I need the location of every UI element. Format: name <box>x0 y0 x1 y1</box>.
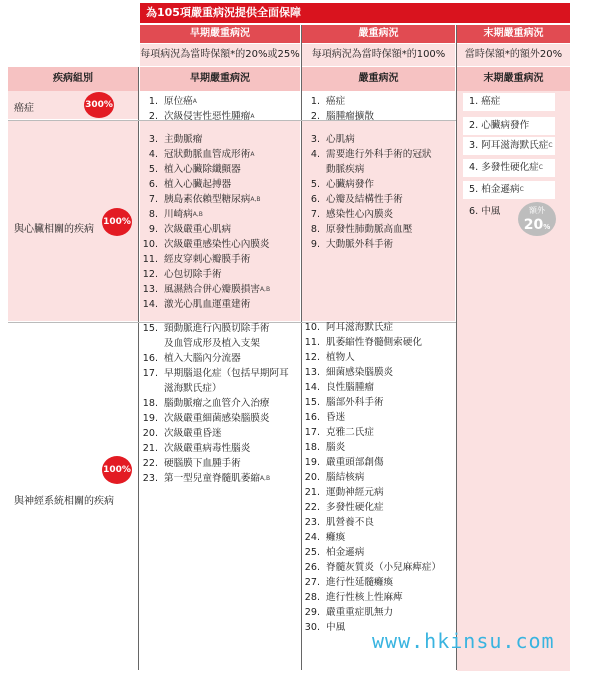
major-item <box>304 395 456 410</box>
divider-v3 <box>456 25 457 670</box>
item-text: 大動脈外科手術 <box>326 239 394 250</box>
item-number: 23. <box>304 517 320 528</box>
group-label-heart: 與心臟相關的疾病 <box>14 224 94 235</box>
item-text: 次級嚴重心肌病 <box>164 224 232 235</box>
item-text: 阿耳滋海默氏症 <box>326 322 394 333</box>
major-item <box>304 365 456 380</box>
item-number: 25. <box>304 547 320 558</box>
item-text: 原發性肺動脈高血壓 <box>326 224 413 235</box>
item-number: 18. <box>142 398 158 409</box>
early-item <box>142 207 300 222</box>
pct-terminal: 當時保額*的額外20% <box>457 44 570 66</box>
item-number: 4. <box>148 149 158 160</box>
item-text: 腦動脈瘤之血管介入治療 <box>164 398 270 409</box>
item-number: 5. <box>148 164 158 175</box>
item-number: 8. <box>148 209 158 220</box>
item-text: 心臟病發作 <box>481 120 530 131</box>
early-item <box>142 267 300 282</box>
item-number: 7. <box>310 209 320 220</box>
major-item <box>304 109 456 124</box>
item-number: 20. <box>304 472 320 483</box>
item-number: 6. <box>148 179 158 190</box>
early-item <box>142 177 300 192</box>
item-text: 昏迷 <box>326 412 346 423</box>
major-item <box>304 605 456 620</box>
item-text: 次級侵害性惡性腫瘤 <box>164 111 251 122</box>
item-text: 心瓣及結構性手術 <box>326 194 403 205</box>
terminal-item <box>463 93 555 111</box>
item-number: 2. <box>310 111 320 122</box>
major-item <box>304 500 456 515</box>
terminal-item <box>463 159 555 177</box>
early-item <box>142 411 300 426</box>
item-number: 14. <box>304 382 320 393</box>
item-number: 11. <box>304 337 320 348</box>
item-text: 需要進行外科手術的冠狀 <box>326 149 432 160</box>
early-item <box>142 109 300 124</box>
group-label-cancer: 癌症 <box>14 103 34 114</box>
major-item <box>304 237 456 252</box>
item-text: 運動神經元病 <box>326 487 384 498</box>
item-text: 植入大腦內分流器 <box>164 353 241 364</box>
item-footnote: C <box>538 164 543 171</box>
item-number: 8. <box>310 224 320 235</box>
early-item <box>142 456 300 471</box>
item-number: 10. <box>304 322 320 333</box>
early-item <box>142 297 300 312</box>
item-number: 11. <box>142 254 158 265</box>
item-number: 3. <box>148 134 158 145</box>
terminal-item <box>463 117 555 135</box>
item-number: 14. <box>142 299 158 310</box>
item-text: 次級嚴重病毒性腦炎 <box>164 443 251 454</box>
major-item <box>304 335 456 350</box>
item-number: 2. <box>148 111 158 122</box>
item-number: 5. <box>469 184 482 195</box>
item-number: 1. <box>469 96 482 107</box>
item-text: 進行性延髓癱瘓 <box>326 577 394 588</box>
item-footnote: C <box>548 142 553 149</box>
major-item <box>304 440 456 455</box>
watermark: www.hkinsu.com <box>372 629 555 653</box>
early-item <box>142 252 300 267</box>
terminal-item <box>463 181 555 199</box>
item-footnote: A,B <box>250 196 261 203</box>
item-number: 6. <box>310 194 320 205</box>
major-item <box>304 132 456 147</box>
early-item <box>142 94 300 109</box>
major-item <box>304 560 456 575</box>
item-number: 1. <box>148 96 158 107</box>
item-number: 21. <box>304 487 320 498</box>
item-number: 21. <box>142 443 158 454</box>
item-footnote: C <box>519 186 524 193</box>
item-text: 嚴重頭部創傷 <box>326 457 384 468</box>
item-text: 心包切除手術 <box>164 269 222 280</box>
item-footnote: A <box>250 151 255 158</box>
major-item <box>304 350 456 365</box>
item-text: 腦部外科手術 <box>326 397 384 408</box>
item-text: 次級嚴重感染性心內膜炎 <box>164 239 270 250</box>
pct-major: 每項病況為當時保額*的100% <box>302 44 455 66</box>
early-item <box>142 441 300 456</box>
early-item <box>142 321 300 336</box>
item-number: 2. <box>469 120 482 131</box>
major-item <box>304 207 456 222</box>
early-item <box>142 162 300 177</box>
item-number: 7. <box>148 194 158 205</box>
early-item-continued: 滋海默氏症） <box>164 383 222 394</box>
item-number: 9. <box>310 239 320 250</box>
item-footnote: A,B <box>259 475 271 482</box>
item-text: 次級嚴重昏迷 <box>164 428 222 439</box>
item-text: 癌症 <box>326 96 346 107</box>
major-item <box>304 94 456 109</box>
item-text: 柏金遜病 <box>481 184 520 195</box>
item-text: 腦結核病 <box>326 472 365 483</box>
pct-early: 每項病況為當時保額*的20%或25% <box>140 44 300 66</box>
item-number: 4. <box>469 162 482 173</box>
item-number: 29. <box>304 607 320 618</box>
coverage-banner: 為105項嚴重病況提供全面保障 <box>140 3 570 23</box>
extra-badge-unit: % <box>543 223 551 231</box>
early-item <box>142 237 300 252</box>
item-text: 次級嚴重細菌感染腦膜炎 <box>164 413 270 424</box>
item-number: 23. <box>142 473 158 484</box>
major-item <box>304 192 456 207</box>
early-item <box>142 282 300 297</box>
major-item <box>304 455 456 470</box>
item-text: 柏金遜病 <box>326 547 365 558</box>
item-text: 植物人 <box>326 352 355 363</box>
item-text: 心肌病 <box>326 134 355 145</box>
sub-header-terminal: 末期嚴重病況 <box>457 25 570 43</box>
item-number: 17. <box>142 368 158 379</box>
major-condition-list <box>304 94 456 635</box>
item-text: 早期腦退化症（包括早期阿耳 <box>164 368 289 379</box>
item-text: 川崎病 <box>164 209 193 220</box>
item-number: 28. <box>304 592 320 603</box>
extra-badge-value: 20 <box>523 217 544 233</box>
extra-badge-top: 額外 <box>529 206 545 215</box>
item-text: 頸動脈進行內膜切除手術 <box>164 323 270 334</box>
item-text: 癌症 <box>481 96 501 107</box>
item-text: 多發性硬化症 <box>326 502 384 513</box>
item-text: 主動脈瘤 <box>164 134 203 145</box>
sub-header-major: 嚴重病況 <box>302 25 455 43</box>
item-text: 良性腦腫瘤 <box>326 382 374 393</box>
item-footnote: A <box>250 113 255 120</box>
item-number: 13. <box>142 284 158 295</box>
major-item <box>304 530 456 545</box>
item-text: 進行性核上性麻痺 <box>326 592 403 603</box>
item-footnote: A <box>192 98 197 105</box>
major-item <box>304 425 456 440</box>
early-item <box>142 471 300 486</box>
item-number: 4. <box>310 149 320 160</box>
col-header-group: 疾病組別 <box>8 67 138 91</box>
major-item <box>304 177 456 192</box>
item-number: 3. <box>469 140 482 151</box>
item-number: 10. <box>142 239 158 250</box>
badge-neuro: 100% <box>102 456 132 484</box>
early-item-continued: 及血管成形及植入支架 <box>164 338 260 349</box>
item-number: 22. <box>304 502 320 513</box>
early-item <box>142 147 300 162</box>
major-item <box>304 590 456 605</box>
item-text: 中風 <box>326 622 346 633</box>
major-item <box>304 485 456 500</box>
item-number: 16. <box>304 412 320 423</box>
item-text: 脊髓灰質炎（小兒麻痺症） <box>326 562 442 573</box>
item-number: 9. <box>148 224 158 235</box>
major-item-continued: 動脈疾病 <box>326 164 365 175</box>
item-number: 6. <box>469 206 482 217</box>
col-header-terminal: 末期嚴重病況 <box>457 67 570 91</box>
item-number: 27. <box>304 577 320 588</box>
terminal-item <box>463 137 555 155</box>
badge-heart: 100% <box>102 208 132 236</box>
item-text: 經皮穿刺心瓣膜手術 <box>164 254 251 265</box>
major-item <box>304 320 456 335</box>
item-text: 多發性硬化症 <box>481 162 539 173</box>
col-header-early: 早期嚴重病況 <box>140 67 300 91</box>
item-number: 17. <box>304 427 320 438</box>
item-number: 16. <box>142 353 158 364</box>
major-item <box>304 380 456 395</box>
item-text: 第一型兒童脊髓肌萎縮 <box>164 473 260 484</box>
item-number: 24. <box>304 532 320 543</box>
item-number: 26. <box>304 562 320 573</box>
early-item <box>142 396 300 411</box>
badge-cancer: 300% <box>84 92 114 118</box>
item-number: 30. <box>304 622 320 633</box>
item-footnote: A,B <box>259 286 271 293</box>
item-text: 感染性心內膜炎 <box>326 209 394 220</box>
item-text: 植入心臟起搏器 <box>164 179 232 190</box>
item-number: 19. <box>142 413 158 424</box>
item-text: 冠狀動脈血管成形術 <box>164 149 251 160</box>
item-number: 20. <box>142 428 158 439</box>
item-text: 肌營養不良 <box>326 517 374 528</box>
major-item <box>304 222 456 237</box>
major-item <box>304 575 456 590</box>
item-number: 12. <box>304 352 320 363</box>
divider-v1 <box>138 67 139 670</box>
major-item <box>304 410 456 425</box>
item-number: 3. <box>310 134 320 145</box>
item-text: 克雅二氏症 <box>326 427 374 438</box>
early-item <box>142 366 300 381</box>
early-item <box>142 426 300 441</box>
item-text: 肌萎縮性脊髓側索硬化 <box>326 337 422 348</box>
item-number: 18. <box>304 442 320 453</box>
sub-header-early: 早期嚴重病況 <box>140 25 300 43</box>
item-text: 中風 <box>481 206 501 217</box>
divider-v2 <box>301 25 302 670</box>
early-item <box>142 192 300 207</box>
item-number: 1. <box>310 96 320 107</box>
group-label-neuro: 與神經系統相關的疾病 <box>14 496 114 507</box>
item-text: 植入心臟除纖顫器 <box>164 164 241 175</box>
item-text: 激光心肌血運重建術 <box>164 299 251 310</box>
item-number: 15. <box>304 397 320 408</box>
col-header-major: 嚴重病況 <box>302 67 455 91</box>
item-number: 22. <box>142 458 158 469</box>
item-number: 15. <box>142 323 158 334</box>
item-text: 硬腦膜下血腫手術 <box>164 458 241 469</box>
major-item <box>304 545 456 560</box>
terminal-col-bg <box>457 91 570 671</box>
item-number: 19. <box>304 457 320 468</box>
early-condition-list <box>142 94 300 486</box>
item-number: 13. <box>304 367 320 378</box>
item-text: 癱瘓 <box>326 532 346 543</box>
item-text: 阿耳滋海默氏症 <box>481 140 549 151</box>
major-item <box>304 147 456 162</box>
major-item <box>304 470 456 485</box>
item-number: 12. <box>142 269 158 280</box>
early-item <box>142 132 300 147</box>
major-item <box>304 515 456 530</box>
item-text: 腦炎 <box>326 442 346 453</box>
item-footnote: A,B <box>192 211 203 218</box>
early-item <box>142 222 300 237</box>
item-number: 5. <box>310 179 320 190</box>
item-text: 細菌感染腦膜炎 <box>326 367 394 378</box>
early-item <box>142 351 300 366</box>
terminal-item <box>463 203 555 221</box>
item-text: 腦腫瘤擴散 <box>326 111 374 122</box>
item-text: 胰島素依賴型糖尿病 <box>164 194 251 205</box>
item-text: 風濕熱合併心瓣膜損害 <box>164 284 260 295</box>
item-text: 心臟病發作 <box>326 179 374 190</box>
item-text: 原位癌 <box>164 96 193 107</box>
item-text: 嚴重重症肌無力 <box>326 607 394 618</box>
